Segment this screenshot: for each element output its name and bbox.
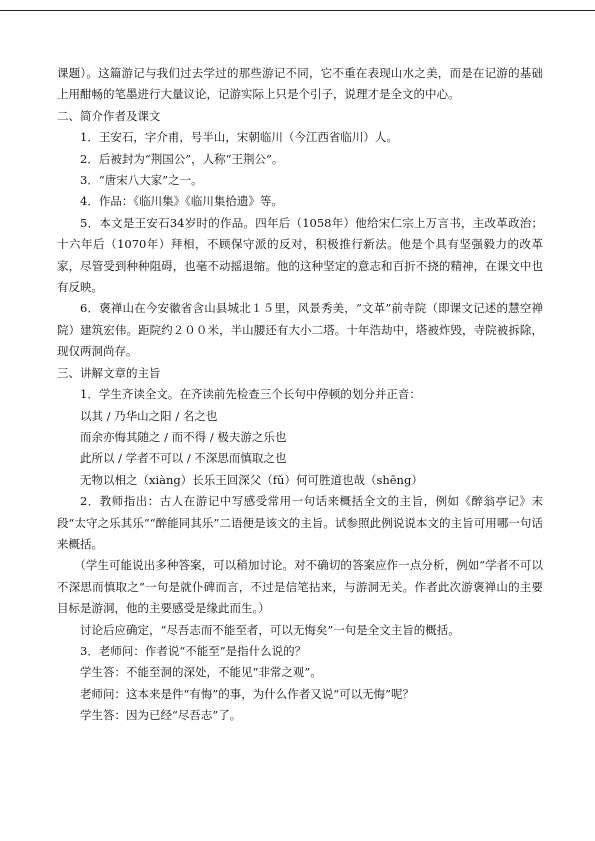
dialogue-line: 3．老师问：作者说“不能至”是指什么说的？ (80, 643, 307, 658)
pause-line: 此所以 / 学者不可以 / 不深思而慎取之也 (80, 451, 287, 466)
pause-line: 而余亦悔其随之 / 而不得 / 极夫游之乐也 (80, 429, 287, 444)
pause-line: 以其 / 乃华山之阳 / 名之也 (80, 408, 218, 423)
pronunciation-line: 无物以相之（xiàng）长乐王回深父（fǔ）何可胜道也哉（shēng） (80, 472, 423, 487)
list-item: 4．作品：《临川集》《临川集拾遗》等。 (80, 194, 283, 209)
paragraph-intro: 课题）。这篇游记与我们过去学过的那些游记不同，它不重在表现山水之美，而是在记游的基础上用酣畅的笔墨进行大量议论，记游实际上只是个引子，说理才是全文的中心。 (57, 66, 543, 102)
list-item: 5．本文是王安石34岁时的作品。四年后（1058年）他给宋仁宗上万言书，主改革政治；十六年后（1070年）拜相，不顾保守派的反对，积极推行新法。他是个具有坚强毅力的改革家，尽管受到种种阻碍，也毫不动摇退缩。他的这种坚定的意志和百折不挠的精神，在课文中也有反映。 (57, 215, 543, 295)
list-item: 2．教师指出：古人在游记中写感受常用一句话来概括全文的主旨，例如《醉翁亭记》末段“太守之乐其乐”“醉能同其乐”二语便是该文的主旨。试参照此例说说本文的主旨可用哪一句话来概括。 (57, 494, 543, 551)
list-item: 1．王安石，字介甫，号半山，宋朝临川（今江西省临川）人。 (80, 130, 398, 145)
dialogue-line: 学生答：不能至洞的深处，不能见“非常之观”。 (80, 665, 322, 680)
teacher-note: （学生可能说出多种答案，可以稍加讨论。对不确切的答案应作一点分析，例如“学者不可以不深思而慎取之”一句是就仆碑而言，不过是信笔拈来，与游洞无关。作者此次游褒禅山的主要目标是游洞，他的主要感受是缘此而生。） (57, 558, 543, 616)
list-item: 2．后被封为“荆国公”，人称“王荆公”。 (80, 151, 284, 166)
section-heading-theme: 三、讲解文章的主旨 (57, 365, 161, 380)
paragraph-conclusion: 讨论后应确定，“尽吾志而不能至者，可以无悔矣”一句是全文主旨的概括。 (80, 622, 460, 637)
dialogue-line: 老师问：这本来是件“有悔”的事，为什么作者又说“可以无悔”呢？ (80, 686, 415, 701)
list-item: 1．学生齐读全文。在齐读前先检查三个长句中停顿的划分并正音： (80, 387, 421, 402)
header-rule (0, 10, 595, 11)
list-item: 3．“唐宋八大家”之一。 (80, 173, 203, 188)
section-heading-author: 二、简介作者及课文 (57, 108, 161, 123)
list-item: 6．褒禅山在今安徽省含山县城北１５里，风景秀美，“文革”前寺院（即课文记述的慧空禅院）建筑宏伟。距院约２００米，半山腰还有大小二塔。十年浩劫中，塔被炸毁，寺院被拆除，现仅两洞尚存。 (57, 301, 543, 359)
document-body (57, 63, 543, 727)
dialogue-line: 学生答：因为已经“尽吾志”了。 (80, 708, 242, 723)
